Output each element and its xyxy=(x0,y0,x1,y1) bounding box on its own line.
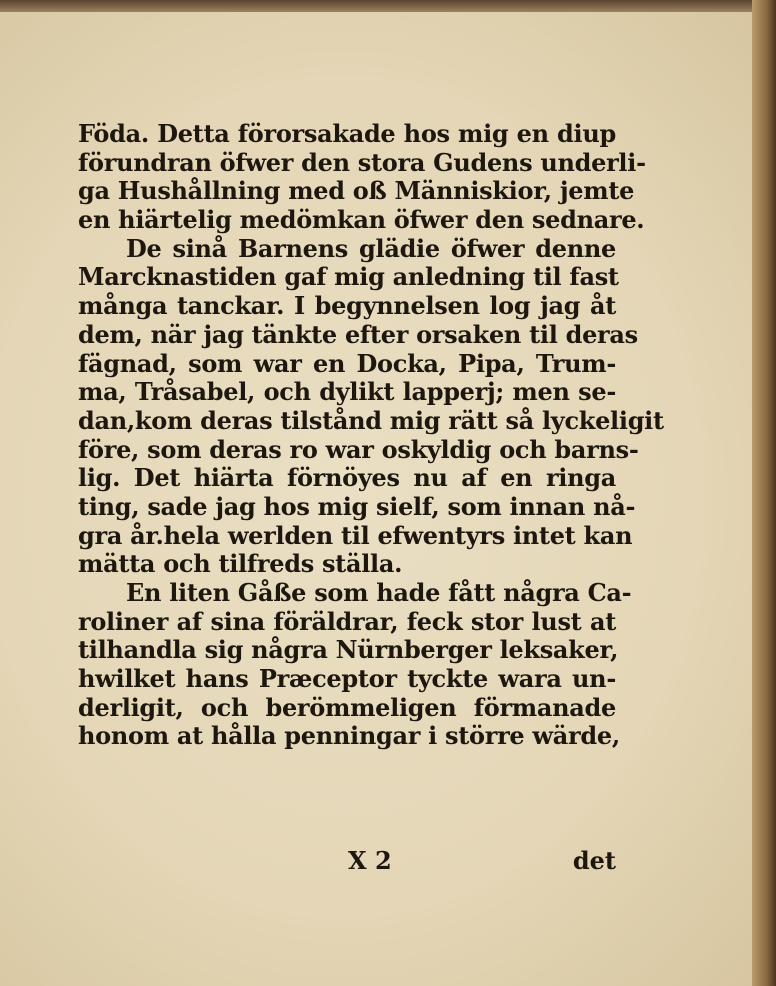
body-text xyxy=(78,119,664,751)
text-line: En liten Gåße som hade fått några Ca- xyxy=(126,578,632,607)
text-line: en hiärtelig medömkan öfwer den sednare. xyxy=(78,205,645,235)
text-line: dan,kom deras tilstånd mig rätt så lyckeligit xyxy=(78,405,664,435)
page-footer xyxy=(78,846,616,876)
text-line: dem, när jag tänkte efter orsaken til deras xyxy=(78,319,638,349)
text-line: tilhandla sig några Nürnberger leksaker, xyxy=(78,635,619,665)
text-line: De sinå Barnens glädie öfwer denne xyxy=(126,233,616,263)
text-line: ga Hushållning med oß Människior, jemte xyxy=(78,176,635,206)
text-line: ma, Tråsabel, och dylikt lapperj; men se- xyxy=(78,377,616,407)
signature-mark: X 2 xyxy=(348,846,392,875)
text-line: lig. Det hiärta förnöyes nu af en ringa xyxy=(78,463,616,493)
text-line: före, som deras ro war oskyldig och barns- xyxy=(78,434,639,464)
text-line: mätta och tilfreds ställa. xyxy=(78,549,403,579)
text-line: Föda. Detta förorsakade hos mig en diup xyxy=(78,119,616,148)
text-line: gra år.hela werlden til efwentyrs intet kan xyxy=(78,520,633,550)
text-line: ting, sade jag hos mig sielf, som innan nå- xyxy=(78,491,636,521)
text-line: derligit, och berömmeligen förmanade xyxy=(78,692,616,722)
text-line: roliner af sina föräldrar, feck stor lust at xyxy=(78,606,616,636)
page-top-edge xyxy=(0,0,776,12)
text-line: honom at hålla penningar i större wärde, xyxy=(78,721,620,751)
text-line: hwilket hans Præceptor tyckte wara un- xyxy=(78,664,616,694)
text-line: många tanckar. I begynnelsen log jag åt xyxy=(78,291,616,321)
text-line: Marcknastiden gaf mig anledning til fast xyxy=(78,262,619,292)
page-right-edge xyxy=(752,0,776,986)
text-line: fägnad, som war en Docka, Pipa, Trum- xyxy=(78,348,616,378)
book-page xyxy=(0,8,762,986)
text-line: förundran öfwer den stora Gudens underli- xyxy=(78,147,646,177)
catchword: det xyxy=(572,846,616,875)
